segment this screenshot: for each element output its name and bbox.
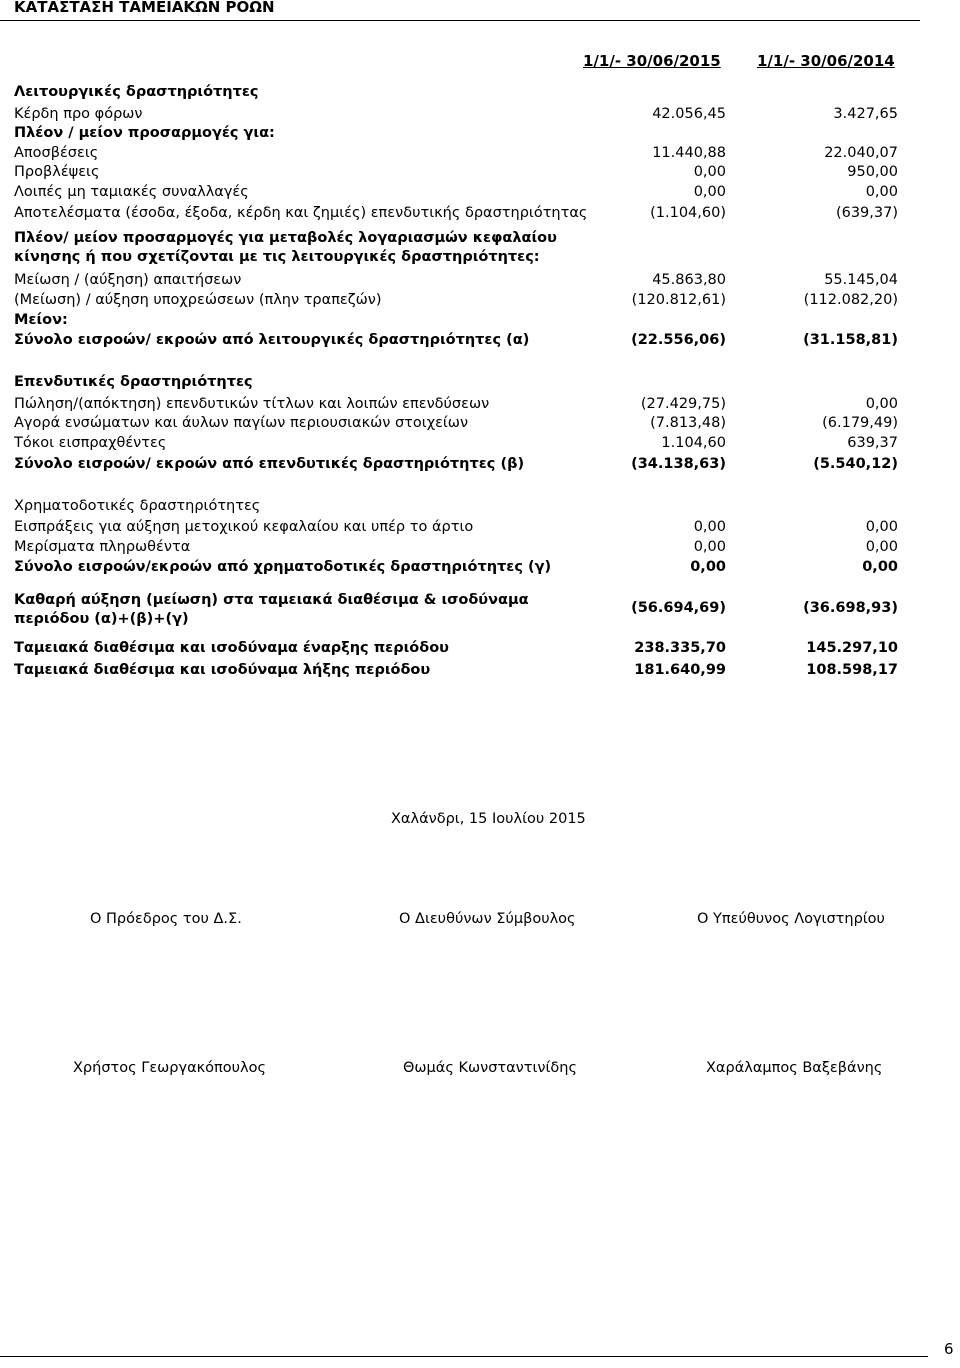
signature-role-accountant: Ο Υπεύθυνος Λογιστηρίου	[697, 911, 885, 927]
column-header-2015: 1/1/- 30/06/2015	[583, 52, 721, 70]
signature-name-chairman: Χρήστος Γεωργακόπουλος	[73, 1060, 267, 1076]
column-header-2014: 1/1/- 30/06/2014	[757, 52, 895, 70]
top-divider	[0, 20, 920, 21]
place-date: Χαλάνδρι, 15 Ιουλίου 2015	[391, 811, 586, 827]
net-change-label: Καθαρή αύξηση (μείωση) στα ταμειακά διαθέσιμα & ισοδύναμα περιόδου (α)+(β)+(γ)	[14, 592, 529, 627]
page-number: 6	[944, 1340, 954, 1358]
signature-role-ceo: Ο Διευθύνων Σύμβουλος	[399, 911, 576, 927]
bottom-divider	[0, 1356, 928, 1357]
page-title: ΚΑΤΑΣΤΑΣΗ ΤΑΜΕΙΑΚΩΝ ΡΟΩΝ	[14, 0, 275, 16]
signature-name-ceo: Θωμάς Κωνσταντινίδης	[403, 1060, 577, 1076]
subheading-working-capital: Πλέον/ μείον προσαρμογές για μεταβολές λογαριασμών κεφαλαίου κίνησης ή που σχετίζονται με τις λειτουργικές δραστηριότητες:	[14, 230, 557, 265]
signature-role-chairman: Ο Πρόεδρος του Δ.Σ.	[90, 911, 242, 927]
signature-name-accountant: Χαράλαμπος Βαξεβάνης	[706, 1060, 883, 1076]
